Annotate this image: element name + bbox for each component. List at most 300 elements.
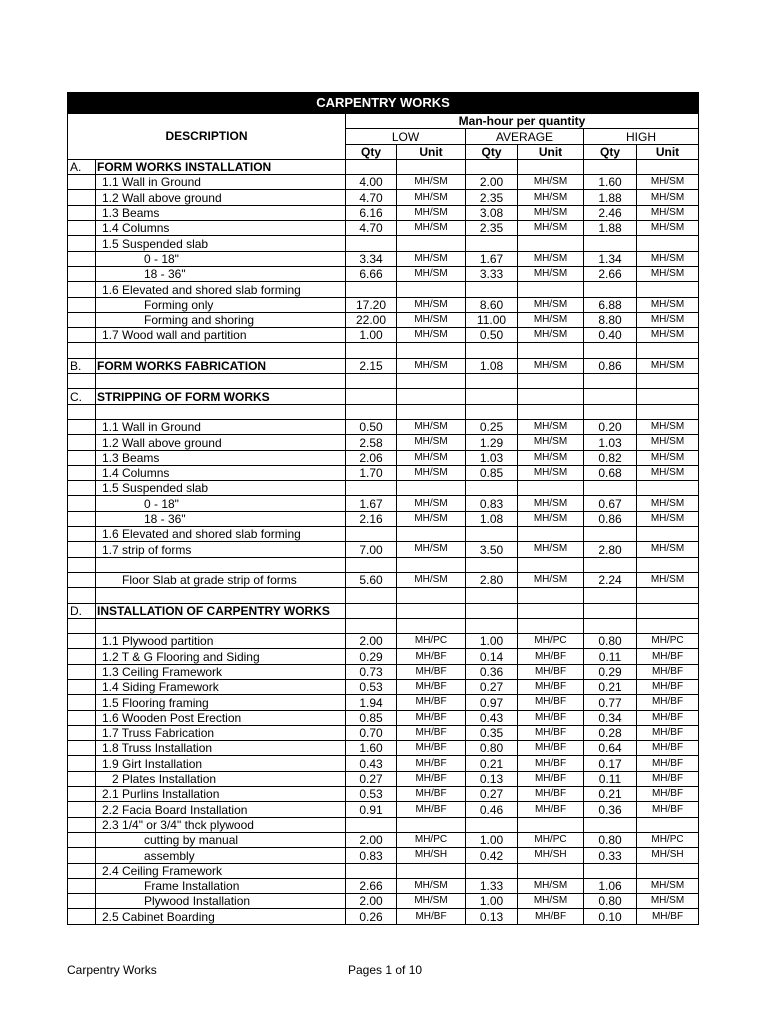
high-qty-cell: 6.88	[584, 297, 637, 312]
table-row	[68, 572, 699, 587]
high-qty-cell: 0.20	[584, 419, 637, 434]
low-qty-cell: 0.26	[346, 909, 397, 924]
high-unit-cell	[637, 557, 699, 572]
average-unit-cell	[518, 404, 584, 419]
low-qty-cell	[346, 343, 397, 358]
average-qty-cell	[466, 374, 518, 389]
low-qty-cell: 17.20	[346, 297, 397, 312]
table-row	[68, 266, 699, 281]
low-qty-cell	[346, 603, 397, 618]
high-qty-cell	[584, 404, 637, 419]
row-description: 1.6 Elevated and shored slab forming	[96, 527, 346, 542]
low-qty-cell: 0.50	[346, 419, 397, 434]
average-qty-cell: 8.60	[466, 297, 518, 312]
average-unit-cell: MH/BF	[518, 741, 584, 756]
low-qty-cell: 2.06	[346, 450, 397, 465]
row-description: 1.9 Girt Installation	[96, 756, 346, 771]
average-qty-cell: 1.33	[466, 878, 518, 893]
average-unit-cell: MH/BF	[518, 695, 584, 710]
section-row	[68, 358, 699, 373]
high-unit-cell: MH/SM	[637, 251, 699, 266]
high-unit-cell: MH/SM	[637, 205, 699, 220]
table-row	[68, 894, 699, 909]
high-unit-cell: MH/BF	[637, 787, 699, 802]
table-row	[68, 679, 699, 694]
row-description: 1.7 Truss Fabrication	[96, 725, 346, 740]
average-unit-cell: MH/SM	[518, 572, 584, 587]
row-description: Frame Installation	[96, 878, 346, 893]
low-unit-cell: MH/SM	[397, 572, 466, 587]
section-letter	[68, 190, 96, 205]
low-unit-cell	[397, 481, 466, 496]
average-unit-cell	[518, 481, 584, 496]
average-unit-header: Unit	[518, 144, 584, 159]
low-qty-cell: 2.00	[346, 832, 397, 847]
average-unit-cell: MH/SM	[518, 542, 584, 557]
low-unit-cell: MH/SM	[397, 435, 466, 450]
average-qty-cell: 0.35	[466, 725, 518, 740]
low-qty-header: Qty	[346, 144, 397, 159]
row-description: FORM WORKS INSTALLATION	[96, 159, 346, 174]
high-qty-cell: 0.77	[584, 695, 637, 710]
row-description: 1.4 Columns	[96, 465, 346, 480]
high-qty-cell: 0.28	[584, 725, 637, 740]
average-qty-cell: 11.00	[466, 312, 518, 327]
average-qty-cell: 1.00	[466, 832, 518, 847]
low-qty-cell	[346, 159, 397, 174]
section-letter	[68, 878, 96, 893]
table-row	[68, 787, 699, 802]
low-qty-cell: 0.29	[346, 649, 397, 664]
section-letter	[68, 404, 96, 419]
low-unit-cell	[397, 863, 466, 878]
high-unit-cell: MH/SM	[637, 190, 699, 205]
high-unit-cell: MH/SH	[637, 848, 699, 863]
low-unit-cell: MH/BF	[397, 695, 466, 710]
average-qty-cell: 3.08	[466, 205, 518, 220]
average-unit-cell: MH/SM	[518, 465, 584, 480]
average-unit-cell: MH/PC	[518, 832, 584, 847]
average-qty-cell: 0.25	[466, 419, 518, 434]
row-description: 1.5 Suspended slab	[96, 236, 346, 251]
low-unit-cell: MH/BF	[397, 787, 466, 802]
row-description: 1.2 Wall above ground	[96, 435, 346, 450]
section-letter	[68, 802, 96, 817]
low-unit-cell: MH/SM	[397, 175, 466, 190]
row-description: FORM WORKS FABRICATION	[96, 358, 346, 373]
section-letter	[68, 374, 96, 389]
average-qty-cell: 0.13	[466, 909, 518, 924]
row-description: Plywood Installation	[96, 894, 346, 909]
section-letter	[68, 863, 96, 878]
high-qty-cell	[584, 527, 637, 542]
low-unit-cell: MH/SM	[397, 465, 466, 480]
high-unit-cell: MH/SM	[637, 297, 699, 312]
average-unit-cell: MH/SM	[518, 358, 584, 373]
average-qty-cell: 0.27	[466, 787, 518, 802]
table-title: CARPENTRY WORKS	[68, 93, 699, 114]
low-unit-cell: MH/PC	[397, 832, 466, 847]
section-letter	[68, 588, 96, 603]
low-qty-cell: 22.00	[346, 312, 397, 327]
high-qty-cell	[584, 557, 637, 572]
low-unit-cell	[397, 343, 466, 358]
high-qty-cell: 0.86	[584, 511, 637, 526]
low-unit-cell	[397, 557, 466, 572]
low-qty-cell	[346, 481, 397, 496]
average-unit-cell: MH/BF	[518, 725, 584, 740]
table-row	[68, 419, 699, 434]
average-qty-cell	[466, 863, 518, 878]
high-qty-cell	[584, 817, 637, 832]
high-qty-cell: 0.34	[584, 710, 637, 725]
section-letter	[68, 175, 96, 190]
table-row	[68, 863, 699, 878]
high-unit-cell: MH/PC	[637, 634, 699, 649]
table-body	[68, 159, 699, 924]
section-letter	[68, 542, 96, 557]
high-qty-cell: 0.86	[584, 358, 637, 373]
high-qty-cell: 0.11	[584, 771, 637, 786]
table-row	[68, 175, 699, 190]
table-row	[68, 465, 699, 480]
high-qty-cell: 0.80	[584, 894, 637, 909]
low-unit-cell: MH/SM	[397, 542, 466, 557]
row-description: 0 - 18"	[96, 251, 346, 266]
low-qty-cell	[346, 389, 397, 404]
high-unit-cell: MH/SM	[637, 450, 699, 465]
average-unit-cell: MH/SM	[518, 511, 584, 526]
row-description: 1.7 Wood wall and partition	[96, 328, 346, 343]
high-unit-cell: MH/SM	[637, 572, 699, 587]
row-description: 0 - 18"	[96, 496, 346, 511]
average-unit-cell	[518, 389, 584, 404]
high-qty-cell: 0.29	[584, 664, 637, 679]
average-unit-cell: MH/BF	[518, 710, 584, 725]
high-unit-cell: MH/SM	[637, 496, 699, 511]
low-qty-cell: 4.00	[346, 175, 397, 190]
high-unit-cell: MH/SM	[637, 312, 699, 327]
low-unit-cell: MH/SM	[397, 251, 466, 266]
average-qty-cell: 0.42	[466, 848, 518, 863]
average-qty-cell: 1.08	[466, 511, 518, 526]
row-description	[96, 374, 346, 389]
section-letter	[68, 787, 96, 802]
low-unit-cell: MH/BF	[397, 802, 466, 817]
section-letter	[68, 496, 96, 511]
low-unit-cell: MH/SM	[397, 205, 466, 220]
average-qty-cell	[466, 618, 518, 633]
high-qty-cell: 0.82	[584, 450, 637, 465]
low-qty-cell: 0.83	[346, 848, 397, 863]
high-unit-cell: MH/BF	[637, 756, 699, 771]
average-qty-cell: 0.14	[466, 649, 518, 664]
section-letter: B.	[68, 358, 96, 373]
low-unit-cell: MH/SM	[397, 221, 466, 236]
table-row	[68, 481, 699, 496]
average-header: AVERAGE	[466, 129, 584, 144]
average-qty-cell: 0.97	[466, 695, 518, 710]
high-unit-cell	[637, 343, 699, 358]
low-unit-cell: MH/SM	[397, 266, 466, 281]
high-unit-cell: MH/BF	[637, 725, 699, 740]
section-letter	[68, 266, 96, 281]
low-qty-cell: 4.70	[346, 190, 397, 205]
high-qty-cell	[584, 236, 637, 251]
low-qty-cell: 1.94	[346, 695, 397, 710]
low-unit-cell: MH/PC	[397, 634, 466, 649]
low-qty-cell: 6.16	[346, 205, 397, 220]
header-row-group	[68, 114, 699, 129]
table-row	[68, 527, 699, 542]
high-qty-cell: 1.06	[584, 878, 637, 893]
row-description: 1.5 Suspended slab	[96, 481, 346, 496]
section-letter	[68, 419, 96, 434]
high-unit-header: Unit	[637, 144, 699, 159]
average-qty-cell	[466, 282, 518, 297]
average-unit-cell: MH/SM	[518, 266, 584, 281]
low-header: LOW	[346, 129, 466, 144]
description-header: DESCRIPTION	[68, 114, 346, 160]
high-qty-cell: 1.88	[584, 190, 637, 205]
average-qty-cell: 2.35	[466, 221, 518, 236]
high-qty-cell	[584, 374, 637, 389]
average-qty-cell	[466, 404, 518, 419]
average-qty-cell	[466, 389, 518, 404]
section-row	[68, 603, 699, 618]
section-letter	[68, 649, 96, 664]
average-qty-cell: 2.00	[466, 175, 518, 190]
row-description: 1.6 Elevated and shored slab forming	[96, 282, 346, 297]
low-unit-cell: MH/BF	[397, 725, 466, 740]
table-row	[68, 909, 699, 924]
high-qty-cell: 1.60	[584, 175, 637, 190]
table-row	[68, 649, 699, 664]
row-description: 2.1 Purlins Installation	[96, 787, 346, 802]
low-unit-cell	[397, 527, 466, 542]
average-unit-cell	[518, 527, 584, 542]
average-qty-cell: 1.00	[466, 894, 518, 909]
row-description: STRIPPING OF FORM WORKS	[96, 389, 346, 404]
section-letter	[68, 679, 96, 694]
low-qty-cell: 0.53	[346, 679, 397, 694]
low-unit-cell: MH/SM	[397, 328, 466, 343]
table-row	[68, 450, 699, 465]
low-qty-cell	[346, 588, 397, 603]
section-letter	[68, 695, 96, 710]
table-row	[68, 817, 699, 832]
blank-row	[68, 618, 699, 633]
low-qty-cell	[346, 236, 397, 251]
row-description: Forming and shoring	[96, 312, 346, 327]
row-description: 1.6 Wooden Post Erection	[96, 710, 346, 725]
low-qty-cell: 0.73	[346, 664, 397, 679]
average-qty-header: Qty	[466, 144, 518, 159]
high-qty-cell: 0.40	[584, 328, 637, 343]
average-qty-cell: 3.50	[466, 542, 518, 557]
high-qty-cell: 2.24	[584, 572, 637, 587]
table-row	[68, 282, 699, 297]
high-qty-header: Qty	[584, 144, 637, 159]
high-unit-cell	[637, 603, 699, 618]
high-unit-cell	[637, 817, 699, 832]
low-qty-cell: 1.60	[346, 741, 397, 756]
high-unit-cell	[637, 618, 699, 633]
row-description: cutting by manual	[96, 832, 346, 847]
high-unit-cell	[637, 481, 699, 496]
average-unit-cell	[518, 618, 584, 633]
average-unit-cell	[518, 343, 584, 358]
high-qty-cell: 0.17	[584, 756, 637, 771]
section-letter	[68, 572, 96, 587]
blank-row	[68, 343, 699, 358]
average-unit-cell: MH/SM	[518, 251, 584, 266]
average-unit-cell	[518, 159, 584, 174]
average-qty-cell	[466, 343, 518, 358]
low-qty-cell: 1.70	[346, 465, 397, 480]
section-letter	[68, 832, 96, 847]
average-qty-cell	[466, 236, 518, 251]
low-qty-cell: 2.66	[346, 878, 397, 893]
table-row	[68, 878, 699, 893]
low-unit-cell: MH/SM	[397, 358, 466, 373]
low-unit-cell: MH/SM	[397, 496, 466, 511]
low-unit-cell	[397, 817, 466, 832]
low-qty-cell	[346, 618, 397, 633]
low-unit-cell	[397, 282, 466, 297]
high-qty-cell: 1.88	[584, 221, 637, 236]
low-unit-cell: MH/BF	[397, 710, 466, 725]
average-unit-cell: MH/SM	[518, 297, 584, 312]
average-qty-cell	[466, 527, 518, 542]
row-description	[96, 404, 346, 419]
average-unit-cell: MH/BF	[518, 756, 584, 771]
average-unit-cell: MH/SM	[518, 435, 584, 450]
high-qty-cell: 0.68	[584, 465, 637, 480]
high-qty-cell	[584, 389, 637, 404]
low-unit-cell: MH/SH	[397, 848, 466, 863]
high-qty-cell: 0.64	[584, 741, 637, 756]
high-unit-cell	[637, 863, 699, 878]
row-description: 18 - 36"	[96, 511, 346, 526]
carpentry-works-table	[67, 92, 699, 925]
low-qty-cell	[346, 557, 397, 572]
average-unit-cell: MH/SM	[518, 419, 584, 434]
low-qty-cell: 1.67	[346, 496, 397, 511]
row-description: 1.1 Wall in Ground	[96, 175, 346, 190]
low-unit-cell	[397, 404, 466, 419]
high-qty-cell: 2.66	[584, 266, 637, 281]
average-unit-cell: MH/PC	[518, 634, 584, 649]
average-qty-cell: 0.80	[466, 741, 518, 756]
table-row	[68, 312, 699, 327]
average-unit-cell: MH/BF	[518, 909, 584, 924]
low-qty-cell: 0.53	[346, 787, 397, 802]
low-qty-cell: 0.27	[346, 771, 397, 786]
high-unit-cell: MH/SM	[637, 465, 699, 480]
average-unit-cell: MH/SM	[518, 205, 584, 220]
low-qty-cell	[346, 863, 397, 878]
section-letter: C.	[68, 389, 96, 404]
section-letter	[68, 435, 96, 450]
average-qty-cell: 1.67	[466, 251, 518, 266]
average-unit-cell	[518, 817, 584, 832]
low-qty-cell: 1.00	[346, 328, 397, 343]
row-description: 1.3 Ceiling Framework	[96, 664, 346, 679]
row-description: 1.2 T & G Flooring and Siding	[96, 649, 346, 664]
row-description: 1.1 Wall in Ground	[96, 419, 346, 434]
average-unit-cell: MH/BF	[518, 771, 584, 786]
table-row	[68, 848, 699, 863]
average-unit-cell: MH/BF	[518, 649, 584, 664]
table-row	[68, 297, 699, 312]
section-letter	[68, 205, 96, 220]
row-description: INSTALLATION OF CARPENTRY WORKS	[96, 603, 346, 618]
man-hour-header: Man-hour per quantity	[346, 114, 699, 129]
low-unit-cell: MH/BF	[397, 649, 466, 664]
high-unit-cell: MH/SM	[637, 542, 699, 557]
section-letter	[68, 909, 96, 924]
section-letter	[68, 221, 96, 236]
average-qty-cell: 0.13	[466, 771, 518, 786]
row-description: 1.3 Beams	[96, 450, 346, 465]
high-qty-cell: 0.21	[584, 679, 637, 694]
section-letter	[68, 756, 96, 771]
high-unit-cell: MH/SM	[637, 266, 699, 281]
table-row	[68, 710, 699, 725]
section-letter	[68, 328, 96, 343]
average-qty-cell	[466, 588, 518, 603]
high-unit-cell	[637, 374, 699, 389]
low-unit-cell: MH/SM	[397, 450, 466, 465]
row-description: 1.7 strip of forms	[96, 542, 346, 557]
row-description: 1.3 Beams	[96, 205, 346, 220]
average-qty-cell	[466, 159, 518, 174]
table-row	[68, 542, 699, 557]
table-row	[68, 221, 699, 236]
low-unit-cell: MH/BF	[397, 679, 466, 694]
row-description	[96, 588, 346, 603]
high-qty-cell: 1.34	[584, 251, 637, 266]
table-row	[68, 511, 699, 526]
blank-row	[68, 374, 699, 389]
high-unit-cell	[637, 159, 699, 174]
low-unit-cell: MH/BF	[397, 771, 466, 786]
high-unit-cell: MH/BF	[637, 741, 699, 756]
average-unit-cell: MH/SM	[518, 496, 584, 511]
average-unit-cell: MH/SM	[518, 175, 584, 190]
row-description: 2.4 Ceiling Framework	[96, 863, 346, 878]
table-row	[68, 802, 699, 817]
high-qty-cell: 1.03	[584, 435, 637, 450]
section-letter	[68, 282, 96, 297]
section-letter	[68, 236, 96, 251]
low-qty-cell: 5.60	[346, 572, 397, 587]
table-row	[68, 496, 699, 511]
section-letter	[68, 251, 96, 266]
average-unit-cell	[518, 557, 584, 572]
average-unit-cell	[518, 282, 584, 297]
table-row	[68, 695, 699, 710]
average-qty-cell: 0.36	[466, 664, 518, 679]
low-unit-cell	[397, 389, 466, 404]
average-qty-cell: 1.08	[466, 358, 518, 373]
low-qty-cell: 2.58	[346, 435, 397, 450]
low-qty-cell: 4.70	[346, 221, 397, 236]
average-unit-cell: MH/SM	[518, 221, 584, 236]
average-qty-cell: 3.33	[466, 266, 518, 281]
low-unit-cell: MH/SM	[397, 419, 466, 434]
